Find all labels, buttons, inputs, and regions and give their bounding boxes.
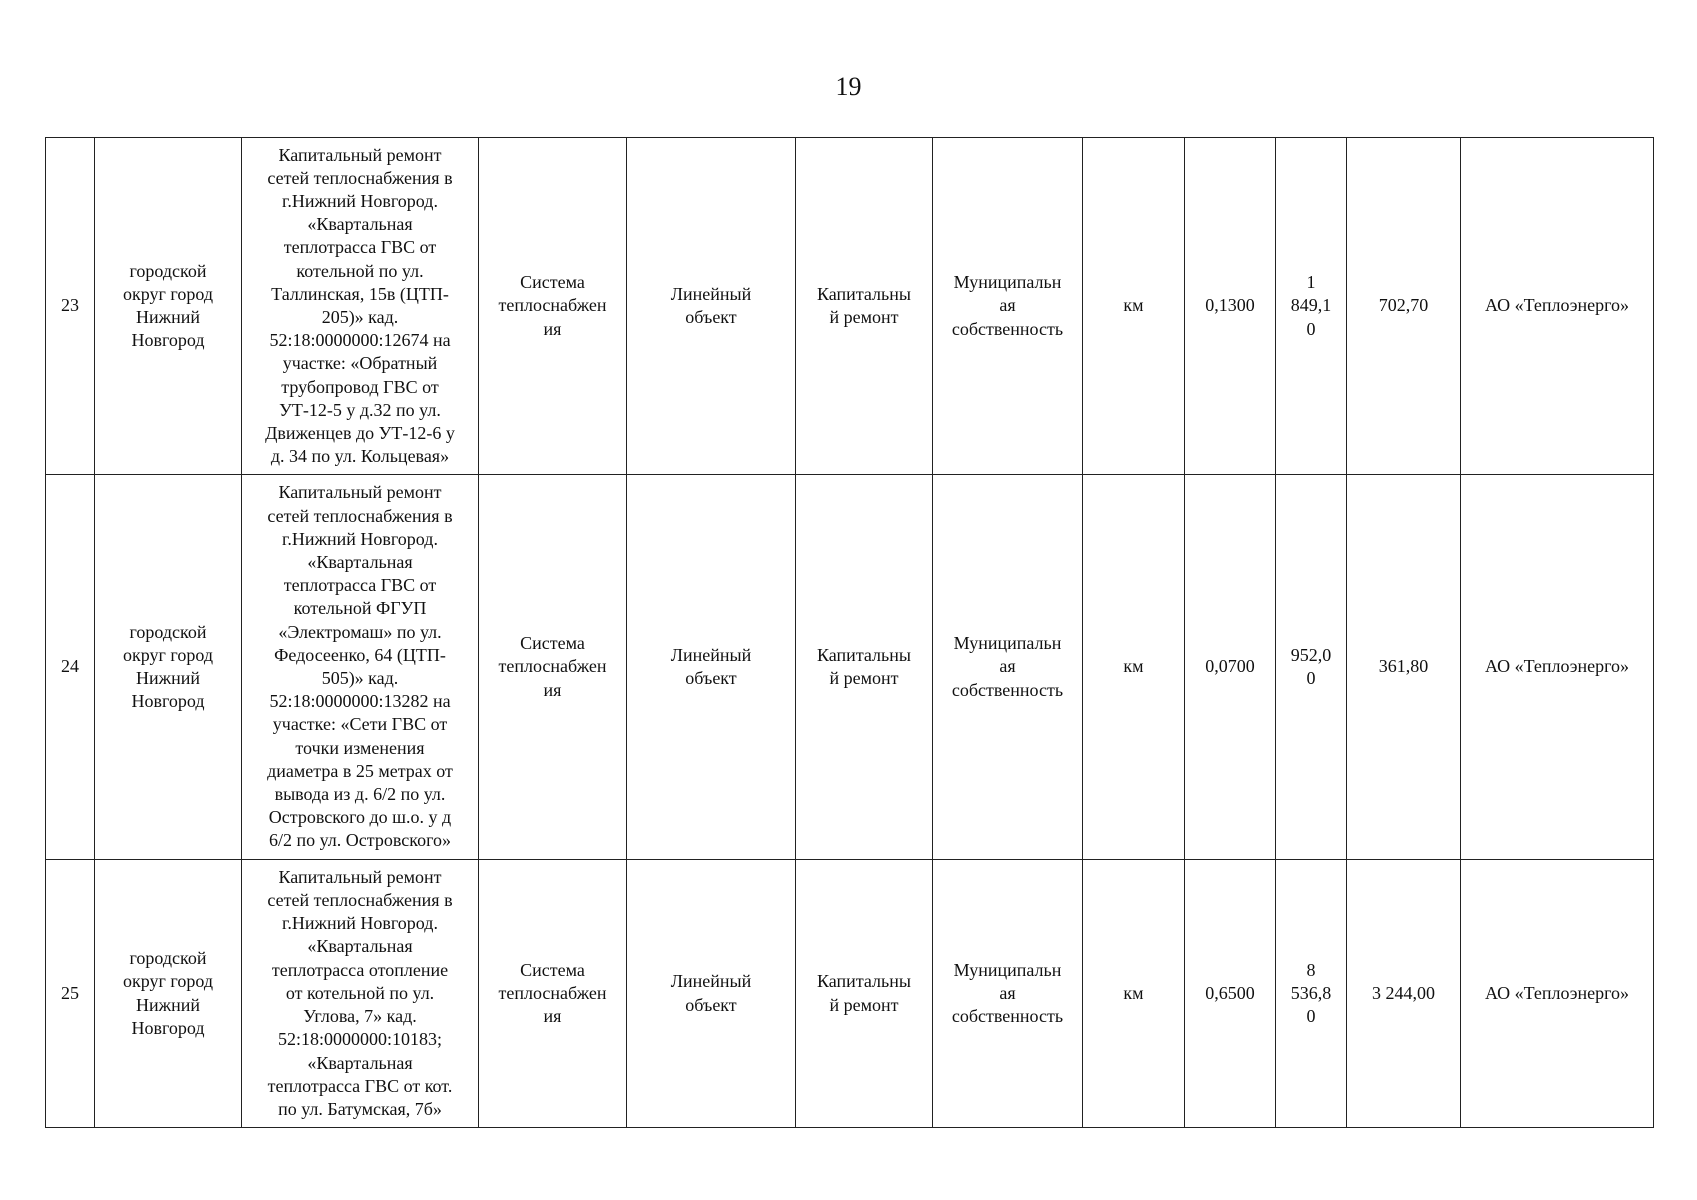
ownership-cell: Муниципальн ая собственность <box>933 138 1083 475</box>
object-type-cell: Линейный объект <box>627 475 796 860</box>
unit-cell: км <box>1083 860 1185 1128</box>
length-cell: 0,0700 <box>1185 475 1276 860</box>
ownership-cell: Муниципальн ая собственность <box>933 475 1083 860</box>
description-cell: Капитальный ремонт сетей теплоснабжения в г.Нижний Новгород. «Квартальная теплотрасса отопление от котельной по ул. Углова, 7» кад. 52:18:0000000:10183; «Квартальная теплотрасса ГВС от кот. по ул. Батумская, 7б» <box>242 860 479 1128</box>
cost-cell: 952,0 0 <box>1276 475 1347 860</box>
ownership-cell: Муниципальн ая собственность <box>933 860 1083 1128</box>
work-type-cell: Капитальны й ремонт <box>796 860 933 1128</box>
table-row <box>46 860 1654 1128</box>
organization-cell: АО «Теплоэнерго» <box>1461 475 1654 860</box>
work-type-cell: Капитальны й ремонт <box>796 475 933 860</box>
table-row <box>46 475 1654 860</box>
description-cell: Капитальный ремонт сетей теплоснабжения в г.Нижний Новгород. «Квартальная теплотрасса ГВС от котельной ФГУП «Электромаш» по ул. Федосеенко, 64 (ЦТП- 505)» кад. 52:18:0000000:13282 на участке: «Сети ГВС от точки изменения диаметра в 25 метрах от вывода из д. 6/2 по ул. Островского до ш.о. у д 6/2 по ул. Островского» <box>242 475 479 860</box>
municipality-cell: городской округ город Нижний Новгород <box>95 138 242 475</box>
page-number: 19 <box>835 72 862 101</box>
organization-cell: АО «Теплоэнерго» <box>1461 138 1654 475</box>
unit-cell: км <box>1083 475 1185 860</box>
municipality-cell: городской округ город Нижний Новгород <box>95 860 242 1128</box>
organization-cell: АО «Теплоэнерго» <box>1461 860 1654 1128</box>
system-cell: Система теплоснабжен ия <box>479 138 627 475</box>
system-cell: Система теплоснабжен ия <box>479 860 627 1128</box>
table-row <box>46 138 1654 475</box>
row-number-cell: 25 <box>46 860 95 1128</box>
object-type-cell: Линейный объект <box>627 860 796 1128</box>
length-cell: 0,1300 <box>1185 138 1276 475</box>
capital-repair-table <box>45 137 1654 1128</box>
system-cell: Система теплоснабжен ия <box>479 475 627 860</box>
work-type-cell: Капитальны й ремонт <box>796 138 933 475</box>
cost-cell: 1 849,1 0 <box>1276 138 1347 475</box>
row-number-cell: 24 <box>46 475 95 860</box>
unit-cell: км <box>1083 138 1185 475</box>
description-cell: Капитальный ремонт сетей теплоснабжения в г.Нижний Новгород. «Квартальная теплотрасса ГВС от котельной по ул. Таллинская, 15в (ЦТП- 205)» кад. 52:18:0000000:12674 на участке: «Обратный трубопровод ГВС от УТ-12-5 у д.32 по ул. Движенцев до УТ-12-6 у д. 34 по ул. Кольцевая» <box>242 138 479 475</box>
municipality-cell: городской округ город Нижний Новгород <box>95 475 242 860</box>
row-number-cell: 23 <box>46 138 95 475</box>
length-cell: 0,6500 <box>1185 860 1276 1128</box>
amount-cell: 361,80 <box>1347 475 1461 860</box>
cost-cell: 8 536,8 0 <box>1276 860 1347 1128</box>
object-type-cell: Линейный объект <box>627 138 796 475</box>
amount-cell: 702,70 <box>1347 138 1461 475</box>
amount-cell: 3 244,00 <box>1347 860 1461 1128</box>
